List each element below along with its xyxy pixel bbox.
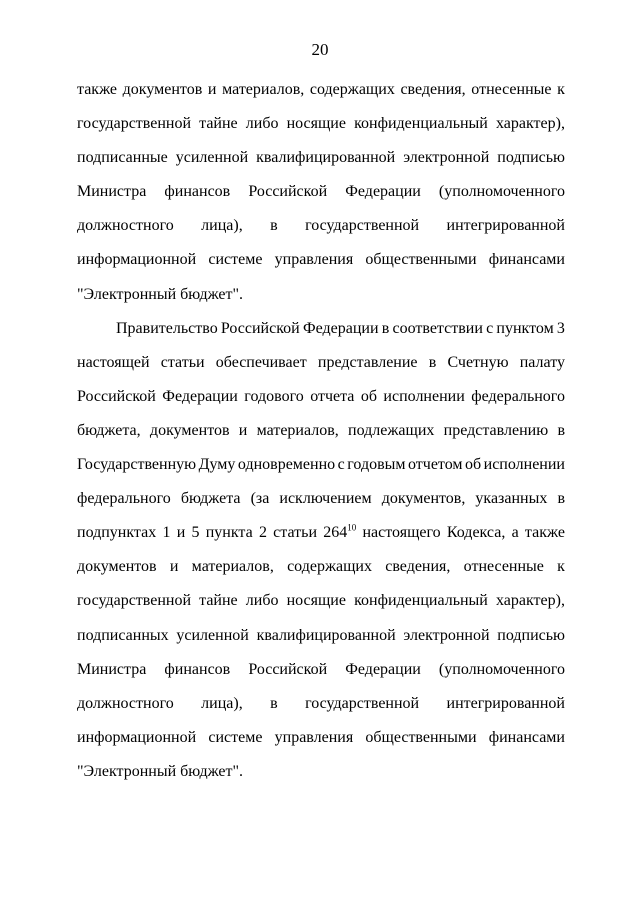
word: годовым — [347, 456, 406, 474]
word: электронной — [403, 149, 490, 167]
word: должностного — [77, 217, 174, 235]
word: и — [238, 421, 248, 439]
word: Кодекса, — [446, 524, 506, 542]
word: отчета — [310, 387, 355, 405]
word: интегрированной — [446, 694, 565, 712]
word: также — [77, 81, 118, 98]
text-line — [77, 414, 565, 448]
word: соответствии — [392, 319, 483, 337]
text-line — [77, 107, 565, 141]
paragraph-1 — [77, 73, 565, 312]
word: либо — [245, 115, 279, 133]
word: одновременно — [237, 456, 336, 474]
word: (уполномоченного — [438, 660, 565, 678]
word: федерального — [77, 490, 171, 508]
word: об — [465, 456, 482, 474]
word: квалифицированной — [256, 626, 396, 644]
text-line — [77, 243, 565, 277]
word: Министра — [77, 183, 147, 201]
word: а — [511, 524, 519, 542]
word: характер), — [495, 115, 565, 133]
word: в — [381, 319, 390, 337]
word: представление — [317, 353, 418, 371]
word: Федерации — [162, 387, 238, 405]
word: управления — [274, 728, 354, 746]
word: Счетную — [447, 353, 509, 371]
text-line — [77, 653, 565, 687]
word: в — [557, 490, 565, 508]
word: материалов, — [222, 81, 305, 98]
word: содержащих — [309, 81, 395, 98]
word: документов, — [381, 490, 466, 508]
page-number: 20 — [311, 40, 329, 59]
word: государственной — [305, 694, 420, 712]
text-line — [77, 346, 565, 380]
word: материалов, — [191, 558, 274, 576]
word: Правительство — [116, 319, 218, 337]
word: финансов — [164, 183, 231, 201]
word: Государственную — [77, 456, 197, 474]
text-line — [77, 73, 565, 107]
word: подписью — [497, 149, 565, 167]
word: (уполномоченного — [438, 183, 565, 201]
word: Министра — [77, 660, 147, 678]
paragraph-2 — [77, 312, 565, 789]
word: носящие — [286, 592, 346, 610]
word: государственной — [305, 217, 420, 235]
word: должностного — [77, 694, 174, 712]
word: государственной — [77, 115, 192, 133]
word: указанных — [475, 490, 548, 508]
text-line — [77, 584, 565, 618]
word: подписью — [497, 626, 565, 644]
text-line — [77, 550, 565, 584]
word: подлежащих — [348, 421, 435, 439]
word: материалов, — [256, 421, 339, 439]
word: финансами — [488, 251, 565, 269]
word: 5 — [191, 524, 200, 542]
word: Российской — [248, 183, 328, 201]
word: пунктом — [496, 319, 554, 337]
text-line — [77, 209, 565, 243]
word: Федерации — [302, 319, 379, 337]
word: настоящего — [362, 524, 441, 542]
word: отнесенные — [463, 558, 544, 576]
text-line-with-superscript — [77, 516, 565, 550]
word: государственной — [77, 592, 192, 610]
word: интегрированной — [446, 217, 565, 235]
text-line — [77, 141, 565, 175]
word: электронной — [403, 626, 490, 644]
word: тайне — [199, 115, 238, 133]
word: исполнении — [483, 456, 565, 474]
word: усиленной — [176, 626, 249, 644]
word: конфиденциальный — [354, 115, 488, 133]
word: об — [360, 387, 377, 405]
word: характер), — [495, 592, 565, 610]
word: 2 — [258, 524, 267, 542]
word: в — [270, 694, 278, 712]
word: в — [557, 421, 565, 439]
word: статьи — [273, 524, 317, 542]
word: отнесенные — [471, 81, 552, 98]
text-line — [77, 721, 565, 755]
word: лица), — [201, 217, 243, 235]
word: с — [337, 456, 345, 474]
word: к — [557, 81, 565, 98]
word: управления — [274, 251, 354, 269]
word: также — [524, 524, 565, 542]
text-line — [77, 312, 565, 346]
word: $264^{10}$ — [323, 522, 357, 542]
text-line — [77, 687, 565, 721]
word: квалифицированной — [256, 149, 396, 167]
word: финансами — [488, 728, 565, 746]
word: носящие — [286, 115, 346, 133]
word: документов — [122, 81, 203, 98]
word: исключением — [279, 490, 372, 508]
word: федерального — [471, 387, 565, 405]
text-line — [77, 380, 565, 414]
word: представлению — [443, 421, 549, 439]
word: Российской — [220, 319, 300, 337]
text-line — [77, 175, 565, 209]
word: 3 — [556, 319, 565, 337]
word: Российской — [77, 387, 156, 405]
word: обеспечивает — [215, 353, 307, 371]
word: общественными — [365, 251, 477, 269]
word: палату — [519, 353, 565, 371]
word: общественными — [365, 728, 477, 746]
word: с — [486, 319, 494, 337]
word: в — [270, 217, 278, 235]
word: бюджета, — [77, 421, 141, 439]
word: (за — [250, 490, 270, 508]
word: 1 — [162, 524, 171, 542]
word: бюджета — [180, 490, 241, 508]
text-line — [77, 619, 565, 653]
word: в — [428, 353, 437, 371]
text-line — [77, 482, 565, 516]
word: статьи — [160, 353, 205, 371]
word: конфиденциальный — [354, 592, 488, 610]
word: пункта — [205, 524, 253, 542]
word: финансов — [164, 660, 231, 678]
text-line: "Электронный бюджет". — [77, 285, 244, 303]
word: и — [176, 524, 186, 542]
word: отчетом — [408, 456, 463, 474]
word: Федерации — [345, 660, 421, 678]
word: и — [169, 558, 179, 576]
word: усиленной — [175, 149, 249, 167]
word: сведения, — [385, 558, 451, 576]
word: содержащих — [287, 558, 372, 576]
word: Думу — [198, 456, 236, 474]
word: лица), — [201, 694, 243, 712]
word: Федерации — [345, 183, 421, 201]
word: настоящей — [77, 353, 150, 371]
text-line — [77, 448, 565, 482]
word: системе — [208, 728, 263, 746]
word: сведения, — [400, 81, 466, 98]
word: документов — [77, 558, 157, 576]
word: Российской — [248, 660, 328, 678]
word: тайне — [199, 592, 238, 610]
word: годового — [244, 387, 304, 405]
word: документов — [149, 421, 230, 439]
text-line: "Электронный бюджет". — [77, 762, 244, 780]
word: подписанных — [77, 626, 169, 644]
word: подписанные — [77, 149, 168, 167]
word: исполнении — [383, 387, 465, 405]
word: к — [557, 558, 565, 576]
word: подпунктах — [77, 524, 157, 542]
word: системе — [208, 251, 263, 269]
word: информационной — [77, 728, 197, 746]
superscript: 10 — [347, 522, 357, 533]
document-body — [77, 73, 565, 789]
word: информационной — [77, 251, 197, 269]
word: либо — [245, 592, 279, 610]
word: и — [207, 81, 217, 98]
